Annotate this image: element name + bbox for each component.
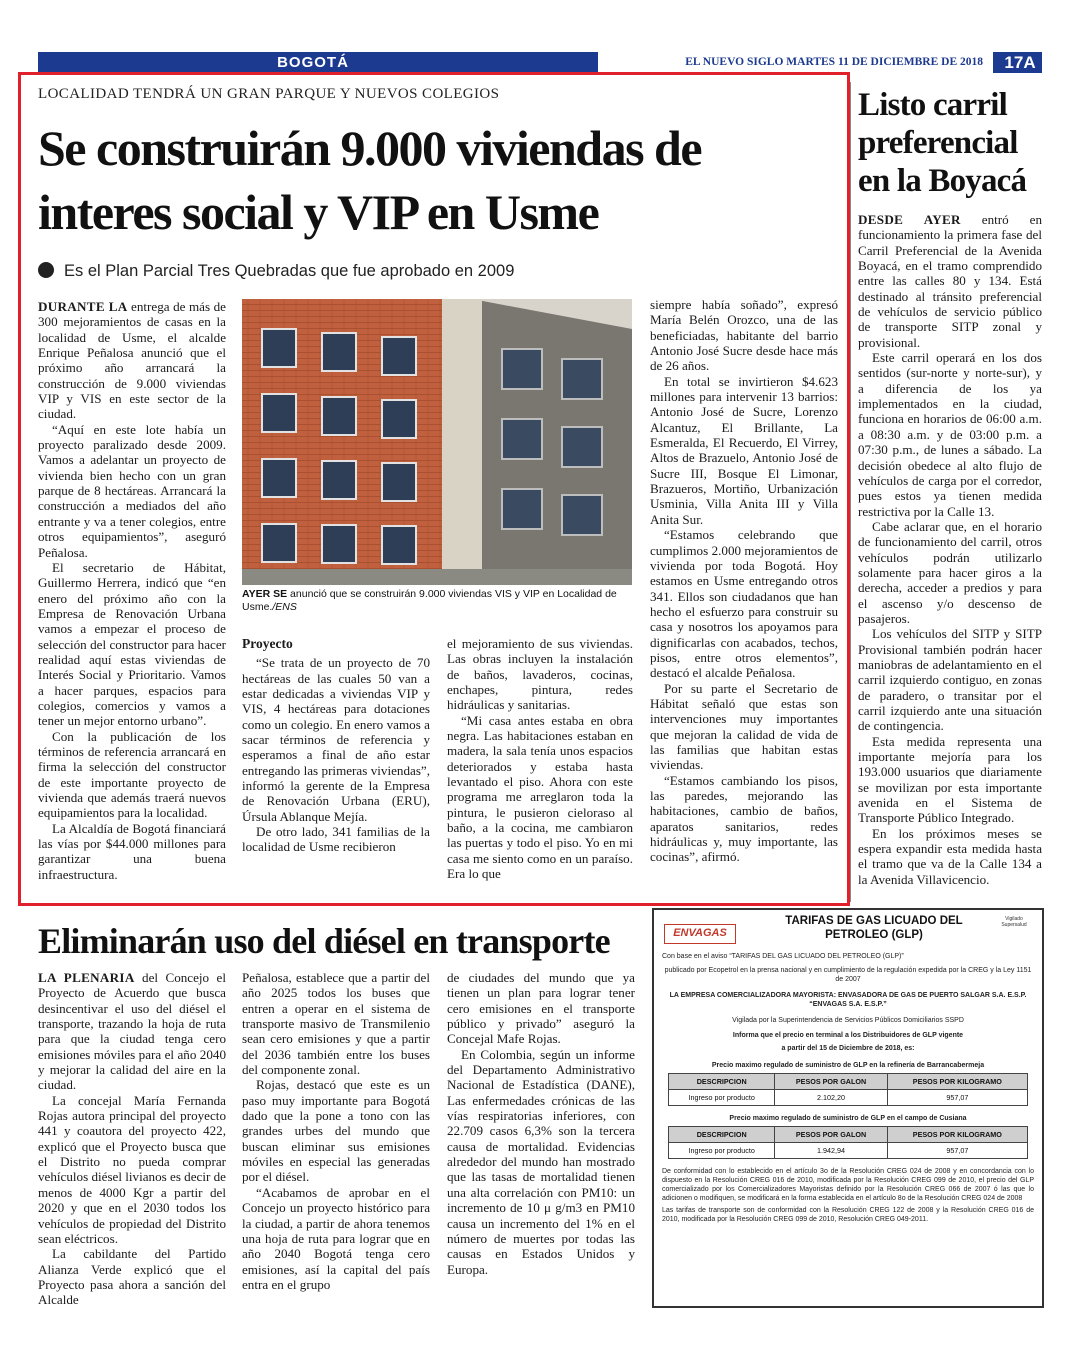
paragraph: siempre había soñado”, expresó María Belén Orozco, una de las beneficiadas, habitante del barrio Antonio José Sucre desde hace más de 26 años.: [650, 297, 838, 374]
paragraph: Por su parte el Secretario de Hábitat señaló que estas son intervenciones muy importantes que mejoran la calidad de vida de las familias que habitan estas viviendas.: [650, 680, 838, 773]
publication-date: MARTES 11 DE DICIEMBRE DE 2018: [786, 56, 983, 68]
paragraph: el mejoramiento de sus viviendas. Las obras incluyen la instalación de baños, lavaderos, cocinas, enchapes, pintura, redes hidráulicas y sanitarias.: [447, 636, 633, 713]
table-title: Precio maximo regulado de suministro de GLP en la refinería de Barrancabermeja: [711, 1062, 985, 1069]
paragraph: En Colombia, según un informe del Departamento Administrativo Nacional de Estadística (DANE), Las enfermedades crónicas de las vías respiratorias inferiores, con 22.709 casos 6,3% son la tercera causa de mortalidad. Evidencias alrededor del mundo han mostrado que las tasas de mortalidad tienen una alta correlación con PM10: un incremento de 10 μ g/m3 en PM10 causa un incremento del 1% en el número de muertes por todas las causas en Estados Unidos y Europa.: [447, 1046, 635, 1277]
paragraph: En total se invirtieron $4.623 millones para intervenir 13 barrios: Antonio José de Sucre, Lorenzo Alcantuz, El Brillante, La Esmeralda, El Recuerdo, El Virrey, Altos de Brazuelo, Antonio José de Sucre III, Bosque El Limonar, Brazueros, Mortiño, Urbanización Usminia, Villa Anita III y Villa Anita Sur.: [650, 373, 838, 527]
lead-in: DESDE AYER: [858, 212, 961, 227]
paragraph: En los próximos meses se espera expandir esta medida hasta el tramo que va de la Calle 134 a la Avenida Villavicencio.: [858, 825, 1042, 887]
section-subtitle: Proyecto: [242, 636, 293, 651]
paragraph: “Estamos cambiando los pisos, las paredes, mejorando las habitaciones, cambio de baños, aparatos sanitarios, redes hidráulicas y, muy importante, las cocinas”, afirmó.: [650, 772, 838, 865]
paragraph: Los vehículos del SITP y SITP Provisional también podrán hacer maniobras de adelantamiento en el carril izquierdo contiguo, en zonas de paradero, o transitar por el carril izquierdo ante una situación de contingencia.: [858, 626, 1042, 734]
paragraph: Rojas, destacó que este es un paso muy importante para Bogotá dado que la pone a tono con las grandes urbes del mundo que buscan eliminar sus emisiones móviles en especial las generadas por el diésel.: [242, 1077, 430, 1185]
paragraph: [858, 212, 1042, 350]
paragraph: [38, 299, 226, 422]
paragraph: “Acabamos de aprobar en el Concejo un proyecto histórico para la ciudad, a partir de ahora tenemos una hoja de ruta para lograr que en año 2040 Bogotá tenga cero emisiones, así la capital del país entra en el grupo: [242, 1184, 430, 1292]
article-headline: Se construirán 9.000 viviendas de interes social y VIP en Usme: [38, 120, 702, 240]
ad-footnote: Las tarifas de transporte son de conformidad con la Resolución CREG 122 de 2008 y la Resolución CREG 016 de 2010, modificada por la Resolución CREG 099 de 2010, Resolución CREG 049-2011.: [662, 1207, 1034, 1223]
bullet-dot-icon: [38, 262, 54, 278]
paragraph: La Alcaldía de Bogotá financiará las vías por $44.000 millones para garantizar una buena infraestructura.: [38, 820, 226, 882]
main-article-col-4: [650, 297, 838, 865]
side-article-headline: Listo carril preferencial en la Boyacá: [858, 87, 1027, 199]
paragraph: Cabe aclarar que, en el horario de funcionamiento del carril, otros vehículos podrán utilizarlo solamente para hacer giros a la derecha, acceder a predios y para el ascenso y/o descenso de pasajeros.: [858, 518, 1042, 626]
ad-title: TARIFAS DE GAS LICUADO DEL PETROLEO (GLP): [785, 915, 963, 941]
paragraph: Este carril operará en los dos sentidos (sur-norte y norte-sur), y a diferencia de los ya implementados en la ciudad, funciona en horarios de 06:00 a.m. a 08:30 a.m. y de 03:00 p.m. a 07:30 p.m., de lunes a sábado. La decisión obedece al alto flujo de vehículos de carga por el corredor, pues estos ya tienen medida restrictiva por la Calle 13.: [858, 350, 1042, 519]
supervision-logo: Vigilado Supersalud: [1001, 916, 1027, 928]
paragraph: El secretario de Hábitat, Guillermo Herrera, indicó que “en enero del próximo año con la Empresa de Renovación Urbana vamos a empezar el proceso de selección del constructor para hacer realidad aquí estas viviendas de Interés Social y Prioritario. Vamos a hacer parques, espacios para colegios, comercios y vamos a tener un mejor entorno urbano”.: [38, 559, 226, 729]
paragraph: La cabildante del Partido Alianza Verde explicó que el Proyecto pasa ahora a sanción del Alcalde: [38, 1246, 226, 1308]
article-photo: [242, 299, 632, 585]
photo-caption: [242, 588, 632, 614]
paragraph: Con la publicación de los términos de referencia arrancará en firma la selección del constructor de este importante proyecto de vivienda que además traerá nuevos equipamientos para la localidad.: [38, 728, 226, 821]
column-divider: [850, 82, 851, 902]
main-article-col-1: [38, 299, 226, 882]
table-cell: 2.102,20: [775, 1090, 887, 1106]
paragraph: La concejal María Fernanda Rojas autora principal del proyecto 441 y coautora del proyecto 422, explicó que el Proyecto busca que el Distrito no pueda comprar vehículos diésel livianos es decir de menos de 4000 Kgr a partir del 2020 y que en el 2030 todos los vehículos de propiedad del Distrito sean eléctricos.: [38, 1092, 226, 1246]
publication-date-line: [598, 55, 993, 70]
section-name: BOGOTÁ: [277, 54, 349, 71]
photo-credit: /ENS: [272, 601, 297, 613]
main-article-col-3: [447, 636, 633, 882]
ad-footnote: De conformidad con lo establecido en el artículo 3o de la Resolución CREG 024 de 2008 y en concordancia con lo dispuesto en la Resolución CREG 016 de 2010, modificada por la Resolución CREG 099 de 2010, el precio del GLP comercializado por los Comercializadores Mayoristas definido por la Resolución CREG 066 de 2007 ó las que lo adicionen o modifiquen, se modificará en la forma establecida en el artículo 8o de la Resolución CREG 024 de 2008: [662, 1168, 1034, 1202]
ad-line: publicado por Ecopetrol en la prensa nacional y en cumplimiento de la regulación expedida por la CREG y la Ley 1151 de 2007: [664, 967, 1032, 983]
publication-strip: [598, 52, 993, 73]
paragraph: Peñalosa, establece que a partir del año 2025 todos los buses que entren a operar en el sistema de transporte masivo de Transmilenio sean cero emisiones y que a partir del 2036 también entre los buses del componente zonal.: [242, 970, 430, 1078]
paragraph: de ciudades del mundo que ya tienen un plan para lograr tener cero emisiones en el transporte público y privado” aseguró la Concejal Mafe Rojas.: [447, 970, 635, 1047]
table-cell: 1.942,94: [775, 1143, 887, 1159]
building-illustration: [242, 299, 632, 585]
table-header: PESOS POR KILOGRAMO: [887, 1074, 1027, 1090]
lead-in: LA PLENARIA: [38, 970, 135, 985]
second-article-col-2: [242, 970, 430, 1292]
table-header: DESCRIPCION: [669, 1127, 775, 1143]
second-article-col-1: [38, 970, 226, 1308]
paragraph: “Aquí en este lote había un proyecto paralizado desde 2009. Vamos a adelantar un proyecto de vivienda bien hecho con un gran parque de 8 hectáreas. Arrancará la construcción a mediados del año entrante y va a tener colegios, entre otros equipamientos”, aseguró Peñalosa.: [38, 421, 226, 560]
table-cell: Ingreso por producto: [669, 1090, 775, 1106]
second-article-col-3: [447, 970, 635, 1277]
paragraph-text: del Concejo el Proyecto de Acuerdo que busca desincentivar el uso del diésel el transporte, trazando la hoja de ruta para que la ciudad tenga cero emisiones móviles para el año 2040 y mejorar la calidad del aire en la ciudad.: [38, 970, 226, 1093]
ad-body: [662, 952, 1034, 1224]
paragraph-text: entrega de más de 300 mejoramientos de casas en la localidad de Usme, el alcalde Enrique Peñalosa anunció que el próximo año arrancará la construcción de 9.000 viviendas VIP y VIS en este sector de la ciudad.: [38, 299, 226, 422]
page-header-bar: [38, 52, 1042, 73]
envagas-logo: ENVAGAS: [664, 924, 736, 944]
table-header: PESOS POR KILOGRAMO: [887, 1127, 1027, 1143]
table-cell: 957,07: [887, 1143, 1027, 1159]
paragraph: De otro lado, 341 familias de la localidad de Usme recibieron: [242, 824, 430, 855]
main-article-col-2: [242, 636, 430, 855]
lead-in: DURANTE LA: [38, 299, 128, 314]
ad-line: a partir del 15 de Diciembre de 2018, es:: [781, 1045, 915, 1052]
paragraph: [38, 970, 226, 1093]
table-title: Precio maximo regulado de suministro de GLP en el campo de Cusiana: [729, 1115, 967, 1122]
caption-text: anunció que se construirán 9.000 viviendas VIS y VIP en Localidad de Usme.: [242, 588, 617, 613]
table-cell: Ingreso por producto: [669, 1143, 775, 1159]
price-table-barrancabermeja: [668, 1073, 1028, 1106]
ad-line: Vigilada por la Superintendencia de Servicios Públicos Domiciliarios SSPD: [732, 1017, 964, 1024]
subhead-text: Es el Plan Parcial Tres Quebradas que fue aprobado en 2009: [64, 262, 515, 280]
table-header: DESCRIPCION: [669, 1074, 775, 1090]
side-article-body: [858, 212, 1042, 887]
paragraph: “Estamos celebrando que cumplimos 2.000 mejoramientos de vivienda por toda Bogotá. Hoy estamos en Usme entregando otros 341. Ellos son ciudadanos que han hecho el esfuerzo para construir su casa y nosotros los apoyamos para dignificarlas con acabados, techos, pisos, entre otros elementos”, destacó el alcalde Peñalosa.: [650, 527, 838, 681]
publication-name: EL NUEVO SIGLO: [685, 56, 784, 68]
caption-lead: AYER SE: [242, 588, 288, 600]
table-header: PESOS POR GALON: [775, 1127, 887, 1143]
gas-tariff-ad: [652, 908, 1044, 1308]
paragraph: “Se trata de un proyecto de 70 hectáreas de las cuales 50 van a estar dedicadas a viviendas VIP y VIS, 4 hectáreas para dotaciones como un colegio. En enero vamos a sacar términos de referencia y esperamos a final de año estar entregando las primeras viviendas”, informó la gerente de la Empresa de Renovación Urbana (ERU), Úrsula Ablanque Mejía.: [242, 655, 430, 824]
table-header: PESOS POR GALON: [775, 1074, 887, 1090]
ad-line: Con base en el aviso “TARIFAS DEL GAS LICUADO DEL PETROLEO (GLP)”: [662, 953, 904, 960]
ad-line: LA EMPRESA COMERCIALIZADORA MAYORISTA: ENVASADORA DE GAS DE PUERTO SALGAR S.A. E.S.P. “ENVAGAS S.A. E.S.P.”: [669, 992, 1027, 1008]
table-cell: 957,07: [887, 1090, 1027, 1106]
second-article-headline: Eliminarán uso del diésel en transporte: [38, 921, 610, 961]
paragraph: “Mi casa antes estaba en obra negra. Las habitaciones estaban en madera, la sala tenía unos espacios deteriorados y estaba hasta levantado el piso. Ahora con este programa me arreglaron toda la pintura, le pusieron cieloraso al baño, a la cocina, me cambiaron las puertas y todo el piso. Yo en mi casa me siento como en un paraíso. Era lo que: [447, 712, 633, 882]
page-number: 17A: [1004, 53, 1036, 72]
article-subhead: [38, 262, 838, 281]
article-kicker: LOCALIDAD TENDRÁ UN GRAN PARQUE Y NUEVOS COLEGIOS: [38, 86, 500, 102]
paragraph-text: entró en funcionamiento la primera fase del Carril Preferencial de la Avenida Boyacá, en el tramo comprendido entre las calles 80 y 134. Está destinado al tránsito preferencial de vehículos de servicio público de transporte SITP zonal y provisional.: [858, 212, 1042, 350]
ad-line: Informa que el precio en terminal a los Distribuidores de GLP vigente: [732, 1032, 964, 1039]
price-table-cusiana: [668, 1126, 1028, 1159]
paragraph: Esta medida representa una importante mejoría para los 193.000 usuarios que diariamente se movilizan por esta importante avenida en el Sistema de Transporte Público Integrado.: [858, 733, 1042, 826]
